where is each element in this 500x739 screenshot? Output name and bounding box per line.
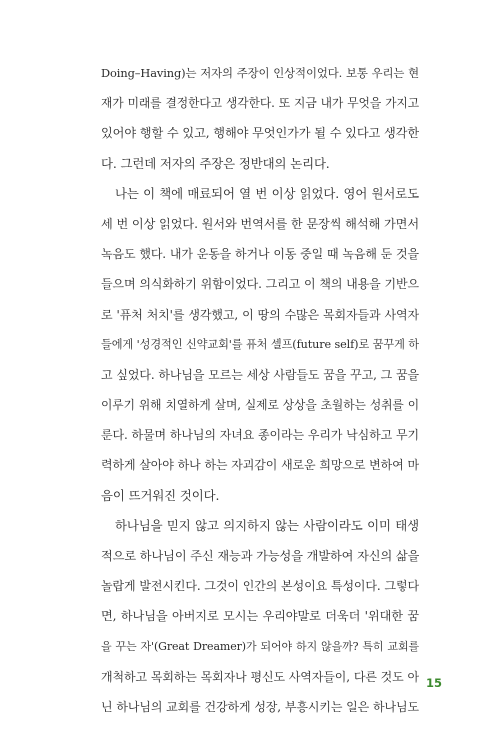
text-line: 닌 하나님의 교회를 건강하게 성장, 부흥시키는 일은 하나님도	[101, 699, 419, 714]
text-line: 음이 뜨거워진 것이다.	[101, 487, 220, 503]
text-line: 을 꾸는 자'(Great Dreamer)가 되어야 하지 않을까? 특히 교회를	[101, 639, 419, 653]
text-line: 나는 이 책에 매료되어 열 번 이상 읽었다. 영어 원서로도	[115, 185, 419, 201]
text-line: 다. 그런데 저자의 주장은 정반대의 논리다.	[101, 155, 330, 171]
text-line: 들에게 '성경적인 신약교회'를 퓨처 셀프(future self)로 꿈꾸게 하	[101, 337, 419, 351]
text-line: 력하게 살아야 하나 하는 자괴감이 새로운 희망으로 변하여 마	[101, 458, 419, 473]
text-line: 적으로 하나님이 주신 재능과 가능성을 개발하여 자신의 삶을	[101, 549, 419, 563]
text-line: 고 싶었다. 하나님을 모르는 세상 사람들도 꿈을 꾸고, 그 꿈을	[101, 367, 419, 382]
text-line: 들으며 의식화하기 위함이었다. 그리고 이 책의 내용을 기반으	[101, 277, 419, 292]
text-line: 면, 하나님을 아버지로 모시는 우리야말로 더욱더 '위대한 꿈	[101, 609, 419, 624]
text-line: 놀랍게 발전시킨다. 그것이 인간의 본성이요 특성이다. 그렇다	[101, 579, 419, 594]
text-line: 룬다. 하물며 하나님의 자녀요 종이라는 우리가 낙심하고 무기	[101, 428, 419, 443]
body-text	[101, 58, 419, 722]
text-line: 세 번 이상 읽었다. 원서와 번역서를 한 문장씩 해석해 가면서	[101, 216, 419, 231]
page-number: 15	[425, 676, 442, 690]
text-line: 있어야 행할 수 있고, 행해야 무엇인가가 될 수 있다고 생각한	[101, 126, 419, 141]
text-line: 로 '퓨처 처치'를 생각했고, 이 땅의 수많은 목회자들과 사역자	[101, 307, 419, 322]
text-line: 이루기 위해 치열하게 살며, 실제로 상상을 초월하는 성취를 이	[101, 398, 419, 413]
text-line: 하나님을 믿지 않고 의지하지 않는 사람이라도 이미 태생	[115, 517, 419, 533]
text-line: 개척하고 목회하는 목회자나 평신도 사역자들이, 다른 것도 아	[101, 669, 419, 684]
text-line: 녹음도 했다. 내가 운동을 하거나 이동 중일 때 녹음해 둔 것을	[101, 247, 419, 262]
text-line: Doing–Having)는 저자의 주장이 인상적이었다. 보통 우리는 현	[101, 66, 419, 80]
text-line: 재가 미래를 결정한다고 생각한다. 또 지금 내가 무엇을 가지고	[101, 96, 419, 111]
